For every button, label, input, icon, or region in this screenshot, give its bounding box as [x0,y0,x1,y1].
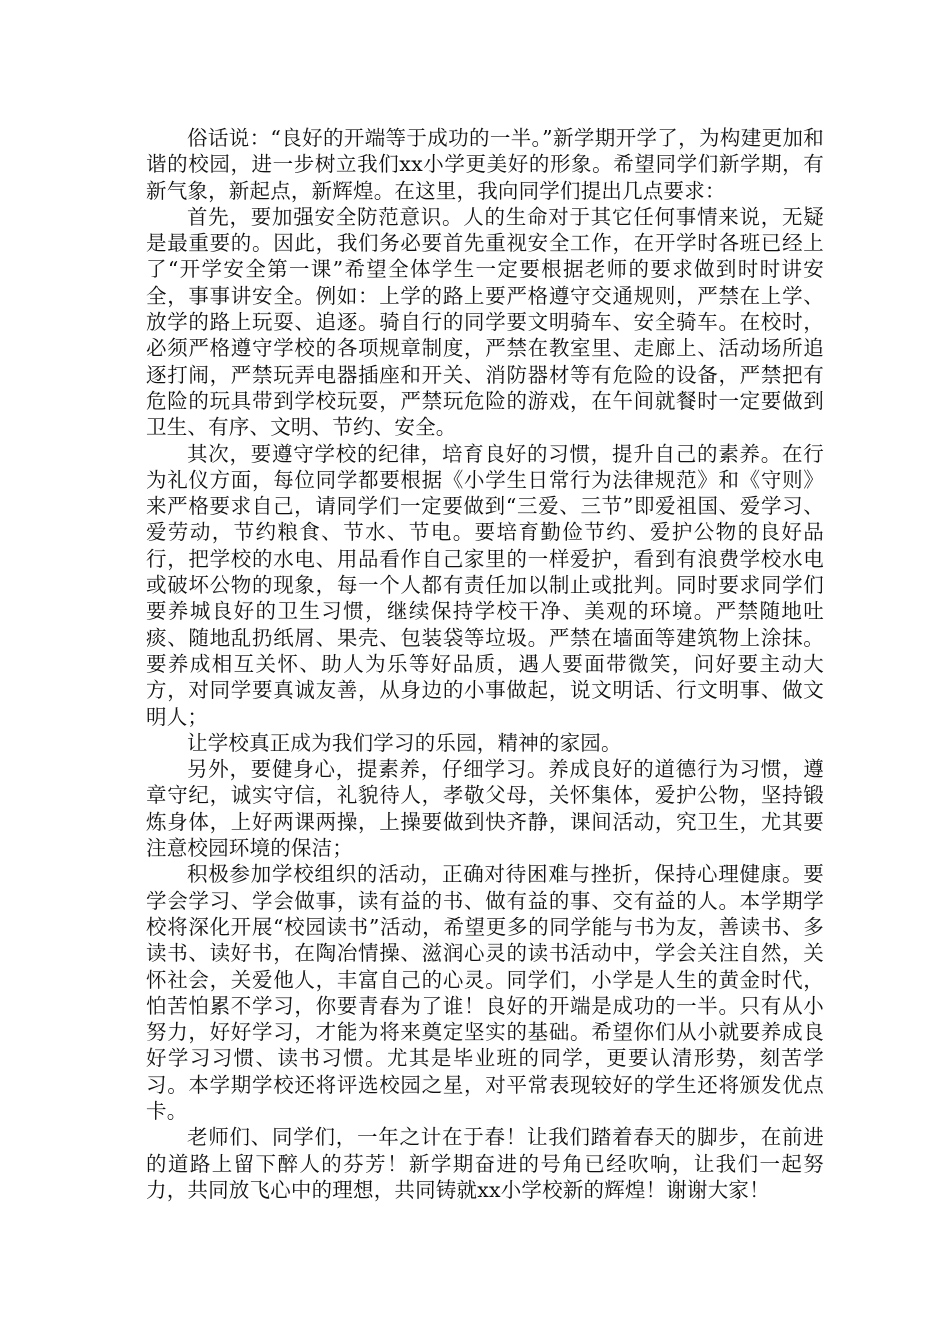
speech-body [146,125,824,1203]
paragraph-activities: 积极参加学校组织的活动，正确对待困难与挫折，保持心理健康。要学会学习、学会做事，读有益的书、做有益的事、交有益的人。本学期学校将深化开展“校园读书”活动，希望更多的同学能与书为友，善读书、多读书、读好书，在陶冶情操、滋润心灵的读书活动中，学会关注自然，关怀社会，关爱他人，丰富自己的心灵。同学们，小学是人生的黄金时代，怕苦怕累不学习，你要青春为了谁！良好的开端是成功的一半。只有从小努力，好好学习，才能为将来奠定坚实的基础。希望你们从小就要养成良好学习习惯、读书习惯。尤其是毕业班的同学，更要认清形势，刻苦学习。本学期学校还将评选校园之星，对平常表现较好的学生还将颁发优点卡。 [146,862,824,1123]
paragraph-discipline: 其次，要遵守学校的纪律，培育良好的习惯，提升自己的素养。在行为礼仪方面，每位同学都要根据《小学生日常行为法律规范》和《守则》来严格要求自己，请同学们一定要做到“三爱、三节”即爱祖国、爱学习、爱劳动，节约粮食、节水、节电。要培育勤俭节约、爱护公物的良好品行，把学校的水电、用品看作自己家里的一样爱护，看到有浪费学校水电或破坏公物的现象，每一个人都有责任加以制止或批判。同时要求同学们要养城良好的卫生习惯，继续保持学校干净、美观的环境。严禁随地吐痰、随地乱扔纸屑、果壳、包装袋等垃圾。严禁在墙面等建筑物上涂抹。要养成相互关怀、助人为乐等好品质，遇人要面带微笑，问好要主动大方，对同学要真诚友善，从身边的小事做起，说文明话、行文明事、做文明人； [146,441,824,729]
paragraph-campus-home: 让学校真正成为我们学习的乐园，精神的家园。 [187,730,622,755]
paragraph-closing: 老师们、同学们，一年之计在于春！让我们踏着春天的脚步，在前进的道路上留下醉人的芬芳！新学期奋进的号角已经吹响，让我们一起努力，共同放飞心中的理想，共同铸就xx小学校新的辉煌！谢谢大家！ [146,1125,824,1202]
paragraph-safety: 首先，要加强安全防范意识。人的生命对于其它任何事情来说，无疑是最重要的。因此，我们务必要首先重视安全工作，在开学时各班已经上了“开学安全第一课”希望全体学生一定要根据老师的要求做到时时讲安全，事事讲安全。例如：上学的路上要严格遵守交通规则，严禁在上学、放学的路上玩耍、追逐。骑自行的同学要文明骑车、安全骑车。在校时，必须严格遵守学校的各项规章制度，严禁在教室里、走廊上、活动场所追逐打闹，严禁玩弄电器插座和开关、消防器材等有危险的设备，严禁把有危险的玩具带到学校玩耍，严禁玩危险的游戏，在午间就餐时一定要做到卫生、有序、文明、节约、安全。 [146,204,824,440]
paragraph-intro: 俗话说：“良好的开端等于成功的一半。”新学期开学了，为构建更加和谐的校园，进一步树立我们xx小学更美好的形象。希望同学们新学期，有新气象，新起点，新辉煌。在这里，我向同学们提出几点要求： [146,126,824,203]
paragraph-health: 另外，要健身心，提素养，仔细学习。养成良好的道德行为习惯，遵章守纪，诚实守信，礼貌待人，孝敬父母，关怀集体，爱护公物，坚持锻炼身体，上好两课两操，上操要做到快齐静，课间活动，究卫生，尤其要注意校园环境的保洁； [146,757,824,861]
